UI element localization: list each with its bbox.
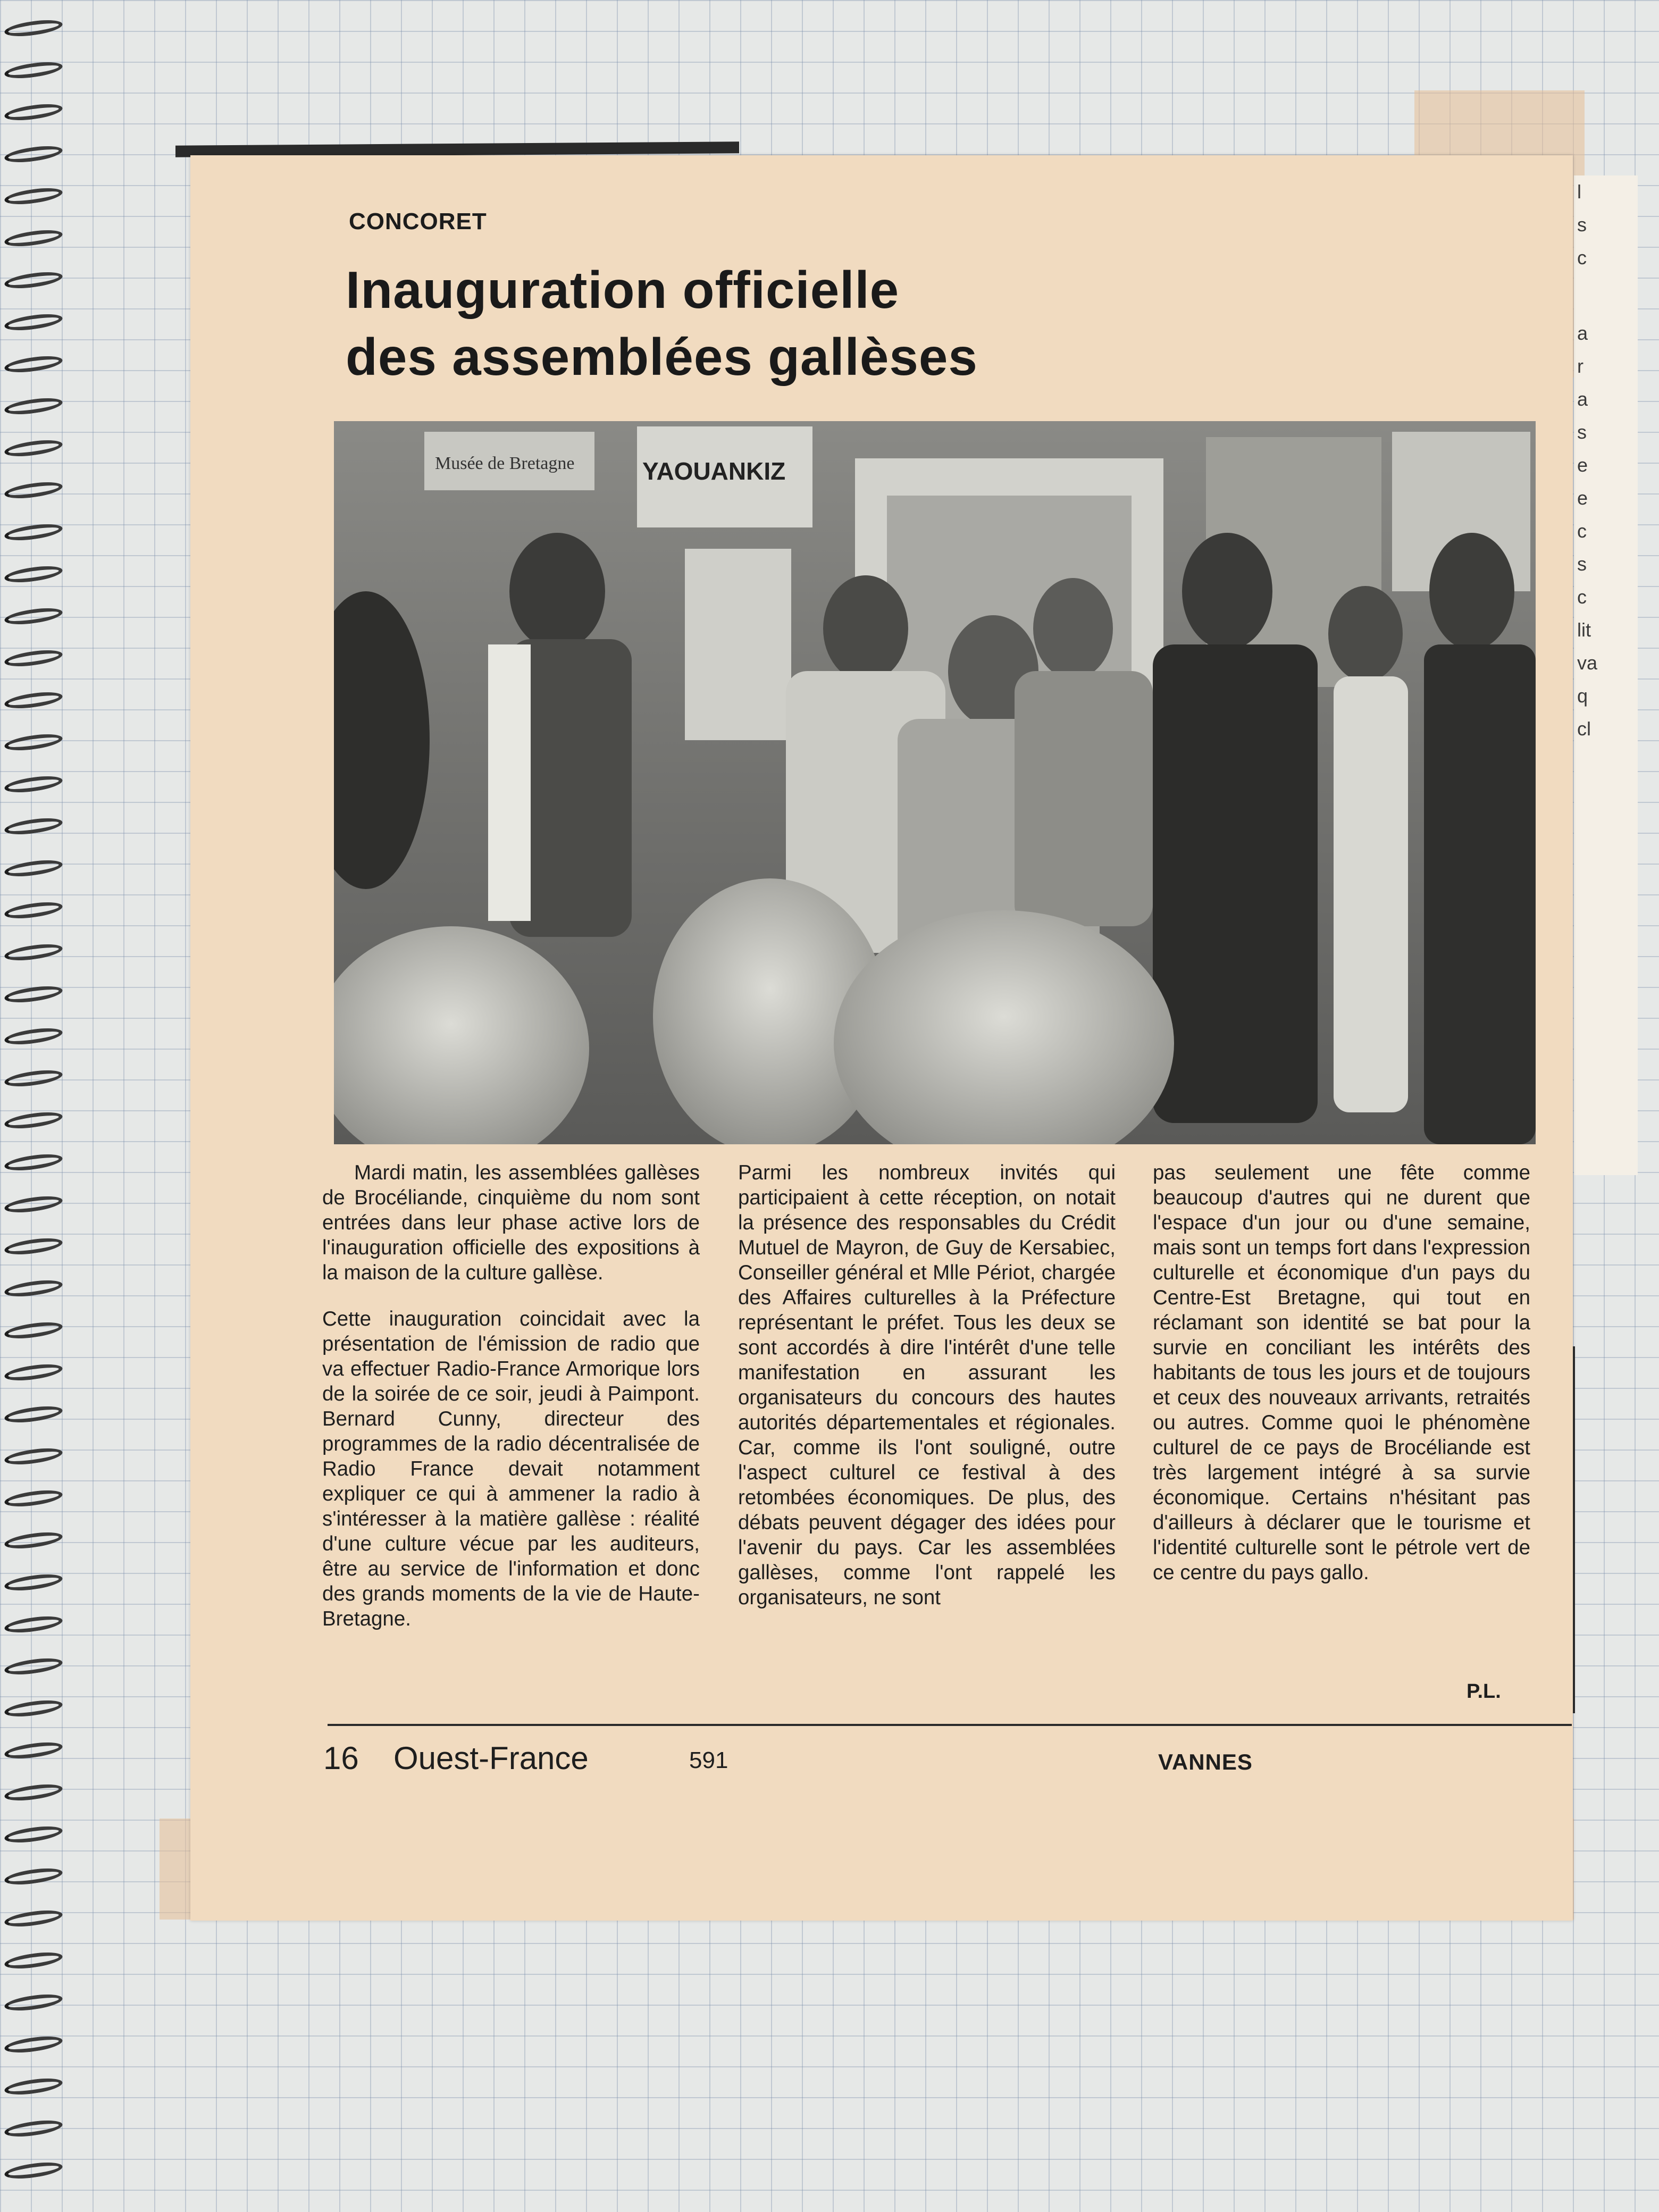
spiral-ring — [4, 1403, 64, 1425]
spiral-ring — [4, 479, 64, 501]
kicker: CONCORET — [349, 208, 487, 234]
spiral-ring — [4, 1193, 64, 1215]
footer-section-name: VANNES — [1158, 1749, 1253, 1774]
spiral-ring — [4, 227, 64, 249]
spiral-ring — [4, 899, 64, 921]
spiral-ring — [4, 1991, 64, 2013]
adjacent-clipping-strip — [1574, 175, 1638, 1175]
spiral-ring — [4, 101, 64, 123]
spiral-ring — [4, 1529, 64, 1551]
headline — [346, 256, 1303, 390]
spiral-ring — [4, 1907, 64, 1929]
spiral-ring — [4, 1823, 64, 1845]
headline-line-1: Inauguration officielle — [346, 261, 900, 319]
spiral-ring — [4, 1487, 64, 1509]
spiral-ring — [4, 1613, 64, 1635]
spiral-ring — [4, 521, 64, 543]
spiral-ring — [4, 2033, 64, 2055]
footer-newspaper-name: Ouest-France — [393, 1740, 589, 1776]
article-column-1 — [322, 1160, 700, 1653]
spiral-ring — [4, 1361, 64, 1383]
spiral-ring — [4, 1277, 64, 1299]
spiral-ring — [4, 815, 64, 837]
spiral-ring — [4, 1235, 64, 1257]
adjacent-fragment: cl — [1577, 718, 1591, 740]
adjacent-fragment: c — [1577, 586, 1587, 608]
spiral-ring — [4, 941, 64, 963]
spiral-ring — [4, 689, 64, 711]
spiral-ring — [4, 731, 64, 753]
article-column-3 — [1153, 1160, 1530, 1606]
spiral-ring — [4, 395, 64, 417]
adjacent-fragment: s — [1577, 421, 1587, 443]
spiral-ring — [4, 2117, 64, 2139]
column-1-paragraph-1: Mardi matin, les assemblées gallèses de Brocéliande, cinquième du nom sont entrées dans leur phase active lors de l'inauguration officielle des expositions à la maison de la culture gallèse. — [322, 1161, 700, 1284]
spiral-ring — [4, 1151, 64, 1173]
headline-line-2: des assemblées gallèses — [346, 328, 978, 386]
spiral-ring — [4, 983, 64, 1005]
spiral-ring — [4, 185, 64, 207]
adjacent-fragment: a — [1577, 388, 1588, 410]
spiral-ring — [4, 2159, 64, 2181]
spiral-ring — [4, 311, 64, 333]
spiral-ring — [4, 143, 64, 165]
spiral-ring — [4, 353, 64, 375]
adjacent-fragment: l — [1577, 181, 1581, 203]
spiral-ring — [4, 1949, 64, 1971]
spiral-ring — [4, 563, 64, 585]
article-column-2 — [738, 1160, 1116, 1631]
spiral-ring — [4, 1655, 64, 1677]
spiral-ring — [4, 59, 64, 81]
adjacent-fragment: e — [1577, 454, 1588, 476]
spiral-ring — [4, 1445, 64, 1467]
spiral-ring — [4, 1697, 64, 1719]
column-rule — [1573, 1346, 1575, 1713]
spiral-ring — [4, 1109, 64, 1131]
article-photo — [334, 421, 1536, 1144]
spiral-binding — [0, 0, 69, 2212]
spiral-ring — [4, 1781, 64, 1803]
adjacent-fragment: a — [1577, 322, 1588, 344]
spiral-ring — [4, 2075, 64, 2097]
column-1-paragraph-2: Cette inauguration coincidait avec la présentation de l'émission de radio que va effectuer Radio-France Armorique lors de la soirée de ce soir, jeudi à Paimpont. Bernard Cunny, directeur des programmes de la radio décentralisée de Radio France devait notamment expliquer ce qui à ammener la radio à s'intéresser à la matière gallèse : réalité d'une culture vécue par les auditeurs, être au service de l'information et donc des grands moments de la vie de Haute-Bretagne. — [322, 1308, 700, 1630]
adjacent-fragment: s — [1577, 553, 1587, 575]
spiral-ring — [4, 1571, 64, 1593]
spiral-ring — [4, 1739, 64, 1761]
spiral-ring — [4, 269, 64, 291]
spiral-ring — [4, 647, 64, 669]
footer-handwritten-number: 591 — [689, 1747, 728, 1773]
spiral-ring — [4, 1067, 64, 1089]
spiral-ring — [4, 17, 64, 39]
adjacent-fragment: s — [1577, 214, 1587, 236]
spiral-ring — [4, 1025, 64, 1047]
adjacent-fragment: c — [1577, 520, 1587, 542]
newspaper-clipping — [190, 155, 1573, 1921]
column-2-text: Parmi les nombreux invités qui participaient à cette réception, on notait la présence des responsables du Crédit Mutuel de Mayron, de Guy de Kersabiec, Conseiller général et Mlle Périot, chargée des Affaires culturelles à la Préfecture représentant le préfet. Tous les deux se sont accordés à dire l'intérêt d'une telle manifestation en assurant les organisateurs du concours des hautes autorités départementales et régionales. Car, comme ils l'ont souligné, outre l'aspect culturel ce festival à des retombées économiques. De plus, des débats peuvent dégager des idées pour l'avenir du pays. Car les assemblées gallèses, comme l'ont rappelé les organisateurs, ne sont — [738, 1161, 1116, 1609]
adjacent-fragment: e — [1577, 487, 1588, 509]
spiral-ring — [4, 1865, 64, 1887]
footer-rule — [328, 1724, 1572, 1726]
spiral-ring — [4, 857, 64, 879]
spiral-ring — [4, 605, 64, 627]
spiral-ring — [4, 437, 64, 459]
spiral-ring — [4, 1319, 64, 1341]
adjacent-fragment: c — [1577, 247, 1587, 269]
adjacent-fragment: lit — [1577, 619, 1591, 641]
adjacent-fragment: va — [1577, 652, 1598, 674]
poster-left-text: Musée de Bretagne — [435, 454, 575, 473]
column-3-text: pas seulement une fête comme beaucoup d'autres qui ne durent que l'espace d'un jour ou d'une semaine, mais sont un temps fort dans l'expression culturelle et économique d'un pays du Centre-Est Bretagne, qui tout en réclamant son identité se bat pour la survie en conciliant les intérêts des habitants de tous les jours et de toujours et ceux des nouveaux arrivants, retraités ou autres. Comme quoi le phénomène culturel de ce pays de Brocéliande est très largement intégré à sa survie économique. Certains n'hésitant pas d'ailleurs à déclarer que le tourisme et l'identité culturelle sont le pétrole vert de ce centre du pays gallo. — [1153, 1161, 1530, 1584]
adjacent-fragment: q — [1577, 685, 1588, 707]
spiral-ring — [4, 773, 64, 795]
author-signature: P.L. — [1467, 1680, 1501, 1703]
adjacent-fragment: r — [1577, 355, 1583, 377]
poster-center-text: YAOUANKIZ — [642, 457, 786, 485]
footer-page-number: 16 — [323, 1740, 359, 1776]
